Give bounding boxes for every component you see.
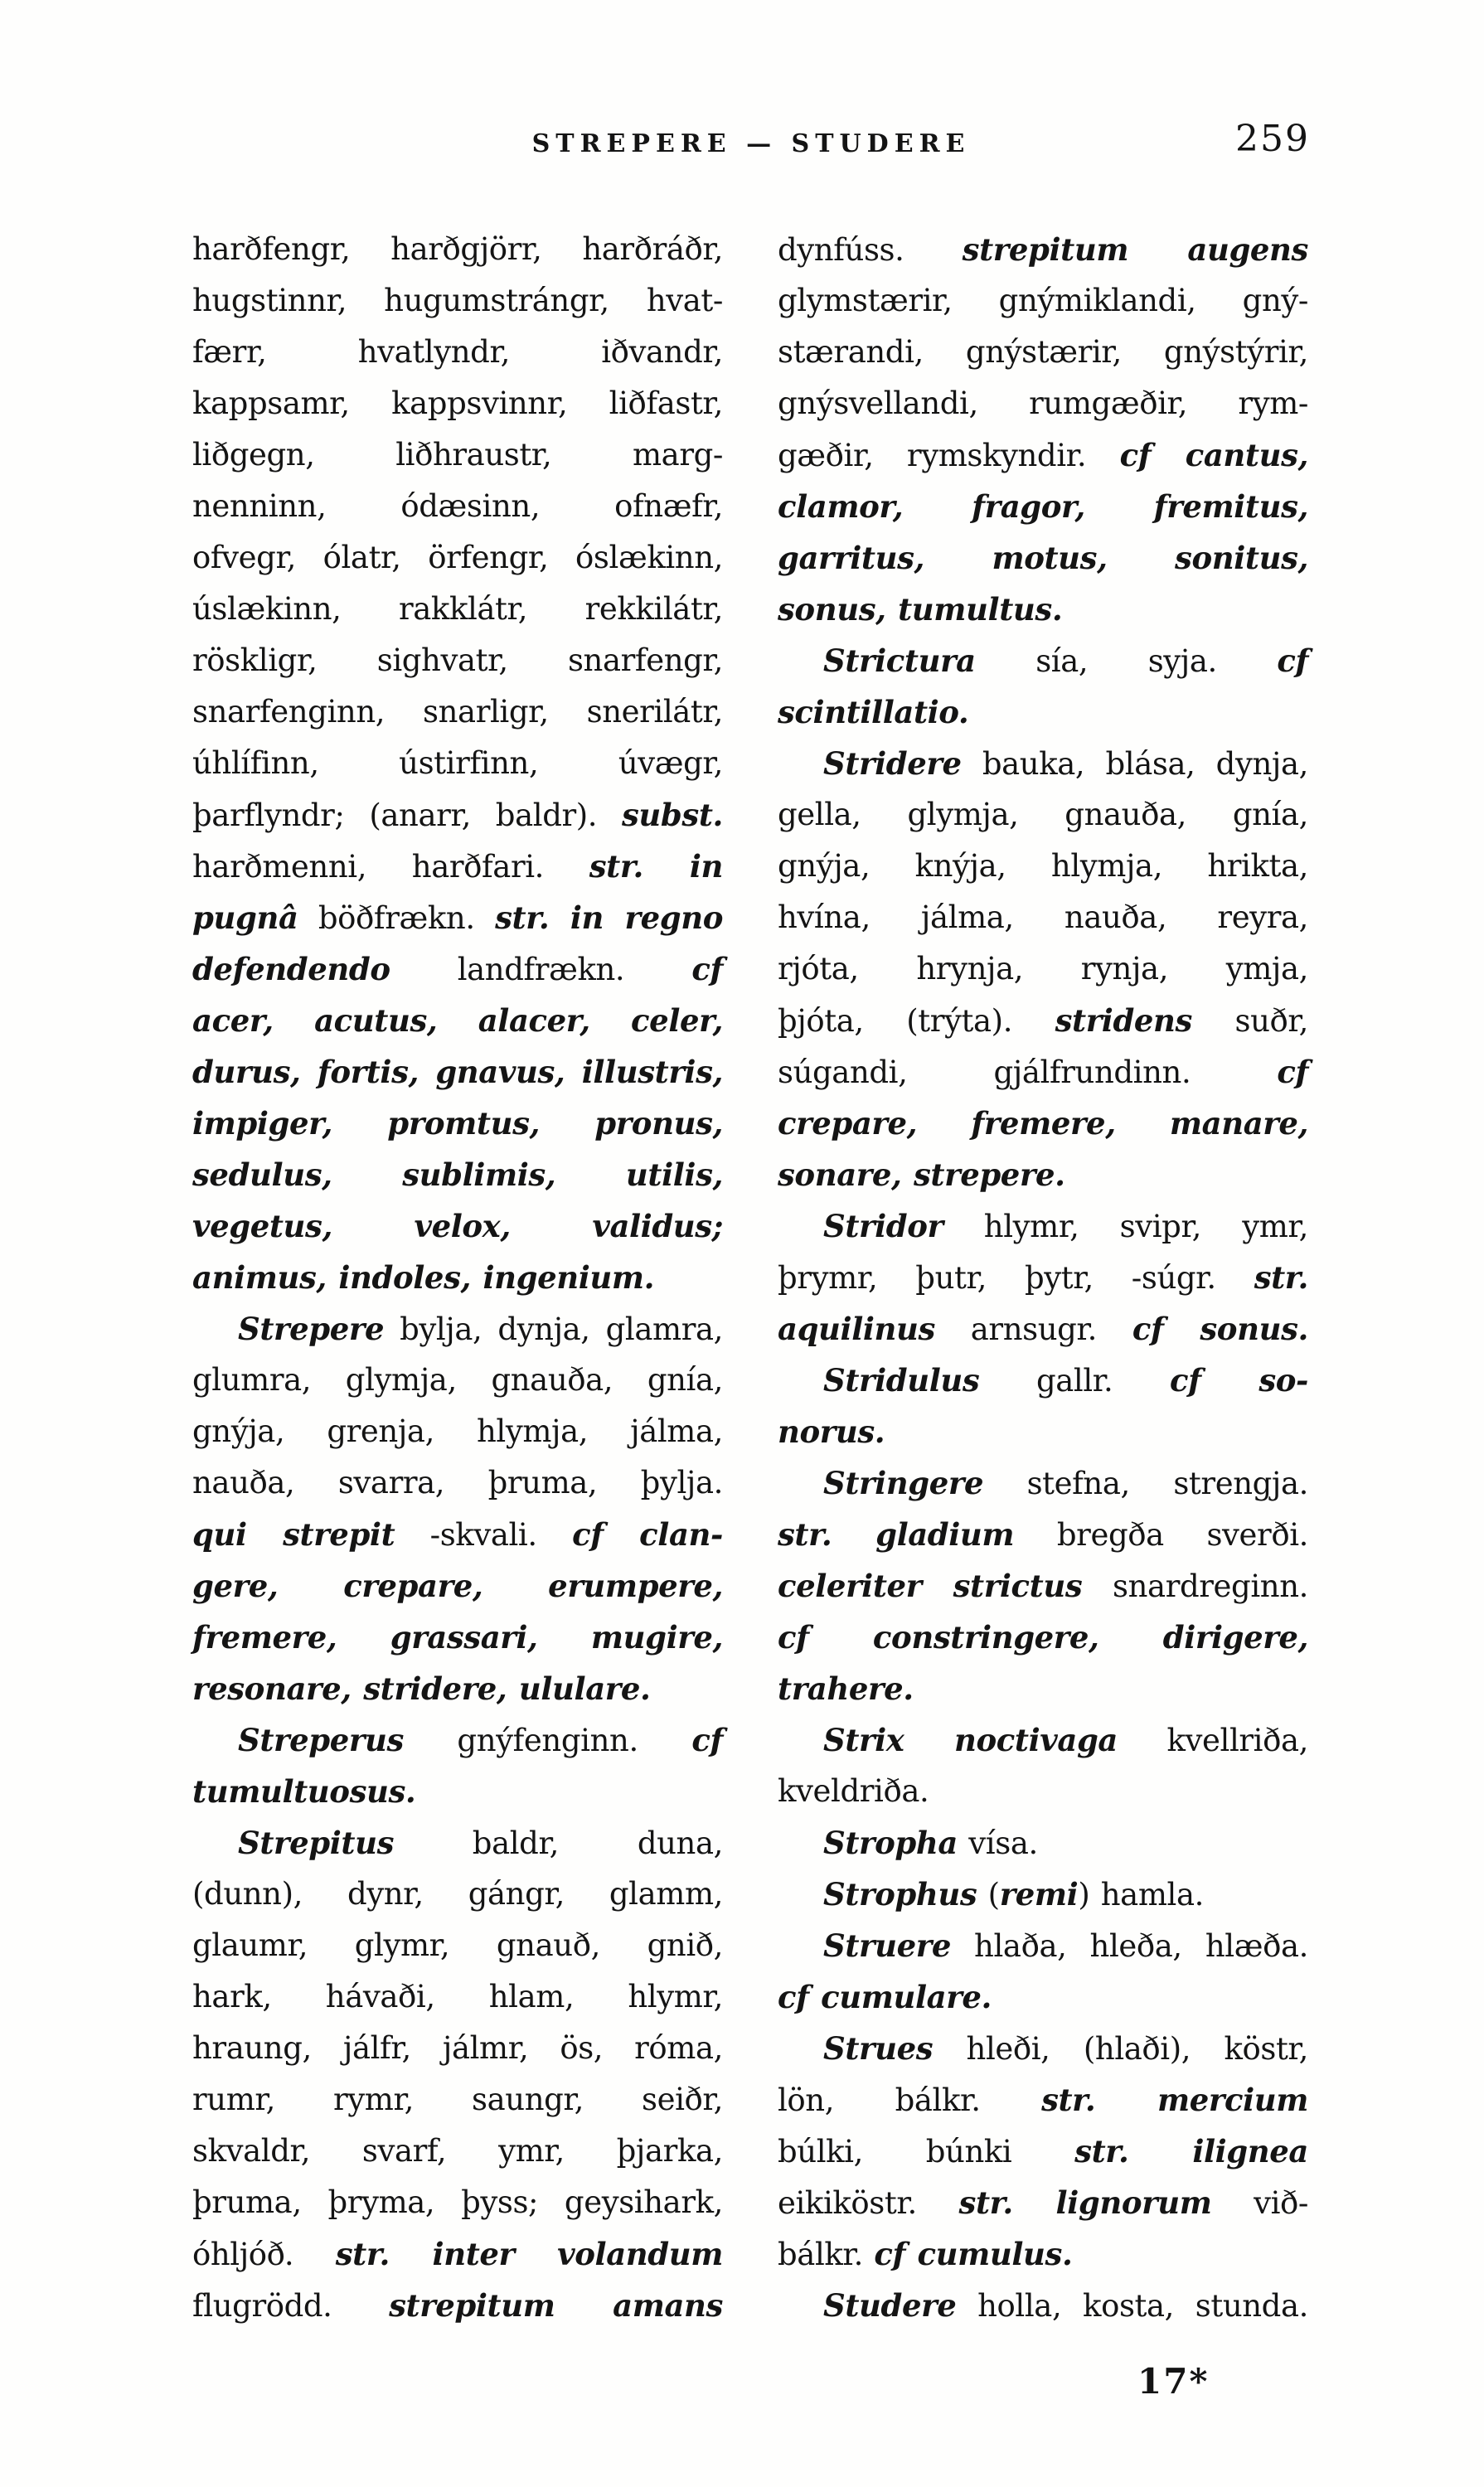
page-header: [192, 118, 1310, 174]
latin-segment: defendendo: [192, 951, 390, 987]
text-line: [192, 1920, 723, 1971]
text-line: [192, 1406, 723, 1457]
icelandic-segment: kveldriða.: [778, 1773, 929, 1809]
icelandic-segment: flugrödd.: [192, 2288, 390, 2324]
text-line: [778, 686, 1308, 738]
text-line: [778, 1457, 1308, 1509]
icelandic-segment: hark, hávaði, hlam, hlymr,: [192, 1979, 723, 2014]
icelandic-segment: þjóta, (trýta).: [778, 1003, 1055, 1039]
text-line: [192, 892, 723, 943]
icelandic-segment: böðfrækn.: [298, 900, 496, 936]
icelandic-segment: holla, kosta, stunda.: [956, 2288, 1308, 2324]
text-line: [192, 1252, 723, 1303]
latin-segment: sonare, strepere.: [778, 1156, 1065, 1193]
column-right: [778, 224, 1308, 2331]
text-line: [778, 943, 1308, 995]
text-line: [778, 1714, 1308, 1766]
icelandic-segment: kappsamr, kappsvinnr, liðfastr,: [192, 385, 723, 421]
latin-segment: Strix noctivaga: [823, 1722, 1118, 1758]
latin-segment: str. lignorum: [958, 2184, 1212, 2221]
text-line: [778, 2126, 1308, 2177]
text-line: [778, 2280, 1308, 2331]
icelandic-segment: (dunn), dynr, gángr, glamm,: [192, 1876, 723, 1912]
icelandic-segment: stærandi, gnýstærir, gnýstýrir,: [778, 334, 1308, 370]
icelandic-segment: harðmenni, harðfari.: [192, 849, 589, 885]
text-line: [778, 1766, 1308, 1817]
latin-segment: impiger, promtus, pronus,: [192, 1105, 723, 1142]
latin-segment: strepitum augens: [962, 231, 1308, 268]
text-line: [192, 1200, 723, 1252]
text-line: [192, 1817, 723, 1869]
text-line: [778, 1406, 1308, 1457]
text-line: [192, 1098, 723, 1149]
text-line: [778, 1149, 1308, 1200]
text-line: [192, 1714, 723, 1766]
signature-mark: 17*: [1137, 2361, 1210, 2402]
icelandic-segment: þrymr, þutr, þytr, -súgr.: [778, 1260, 1254, 1296]
icelandic-segment: -skvali.: [395, 1517, 573, 1553]
text-line: [778, 738, 1308, 789]
text-line: [778, 1303, 1308, 1355]
latin-segment: norus.: [778, 1413, 885, 1450]
latin-segment: Strictura: [823, 642, 976, 679]
text-line: [778, 892, 1308, 943]
text-line: [778, 1920, 1308, 1971]
icelandic-segment: liðgegn, liðhraustr, marg-: [192, 437, 723, 473]
text-line: [192, 1663, 723, 1714]
icelandic-segment: bregða sverði.: [1014, 1517, 1308, 1553]
latin-segment: cf constringere, dirigere,: [778, 1619, 1308, 1656]
icelandic-segment: hleði, (hlaði), köstr,: [933, 2031, 1308, 2067]
text-line: [192, 532, 723, 584]
latin-segment: durus, fortis, gnavus, illustris,: [192, 1054, 723, 1090]
column-left: [192, 224, 723, 2331]
icelandic-segment: þarflyndr; (anarr, baldr).: [192, 797, 622, 833]
latin-segment: fremere, grassari, mugire,: [192, 1619, 723, 1656]
icelandic-segment: kvellriða,: [1118, 1723, 1308, 1758]
text-line: [192, 224, 723, 275]
latin-segment: Stridere: [823, 745, 962, 782]
text-line: [778, 2023, 1308, 2074]
latin-segment: str. ilignea: [1074, 2133, 1308, 2169]
icelandic-segment: gæðir, rymskyndir.: [778, 438, 1120, 473]
text-line: [192, 2074, 723, 2126]
text-line: [778, 2177, 1308, 2228]
icelandic-segment: gnýja, knýja, hlymja, hrikta,: [778, 848, 1308, 884]
latin-segment: sedulus, sublimis, utilis,: [192, 1156, 723, 1193]
icelandic-segment: við-: [1211, 2185, 1308, 2221]
icelandic-segment: skvaldr, svarf, ymr, þjarka,: [192, 2133, 723, 2169]
latin-segment: aquilinus: [778, 1311, 935, 1347]
page-number: 259: [1235, 118, 1310, 160]
text-line: [778, 1252, 1308, 1303]
icelandic-segment: rjóta, hrynja, rynja, ymja,: [778, 951, 1308, 987]
icelandic-segment: lön, bálkr.: [778, 2082, 1042, 2118]
latin-segment: Stridulus: [823, 1362, 980, 1399]
text-line: [778, 327, 1308, 378]
latin-segment: Studere: [823, 2287, 957, 2324]
text-line: [192, 1355, 723, 1406]
text-line: [192, 995, 723, 1046]
text-line: [192, 2023, 723, 2074]
icelandic-segment: gallr.: [979, 1363, 1170, 1399]
text-line: [192, 1971, 723, 2023]
latin-segment: Strepitus: [238, 1825, 394, 1861]
icelandic-segment: úhlífinn, ústirfinn, úvægr,: [192, 745, 723, 781]
text-line: [192, 2126, 723, 2177]
latin-segment: celeriter strictus: [778, 1568, 1083, 1604]
text-line: [192, 1149, 723, 1200]
latin-segment: garritus, motus, sonitus,: [778, 540, 1308, 576]
text-line: [778, 1560, 1308, 1612]
text-line: [192, 1457, 723, 1509]
icelandic-segment: snarfenginn, snarligr, snerilátr,: [192, 694, 723, 730]
icelandic-segment: hlaða, hleða, hlæða.: [950, 1928, 1308, 1964]
latin-segment: stridens: [1055, 1002, 1192, 1039]
text-line: [192, 635, 723, 686]
latin-segment: str. in regno: [495, 899, 723, 936]
text-line: [778, 1046, 1308, 1098]
text-line: [192, 378, 723, 429]
text-line: [778, 1869, 1308, 1920]
text-line: [192, 327, 723, 378]
text-line: [192, 429, 723, 481]
icelandic-segment: búlki, búnki: [778, 2134, 1075, 2169]
icelandic-segment: vísa.: [957, 1825, 1038, 1861]
text-line: [778, 378, 1308, 429]
text-line: [778, 224, 1308, 275]
text-line: [778, 1612, 1308, 1663]
icelandic-segment: bálkr.: [778, 2237, 875, 2272]
latin-segment: cf: [1277, 1054, 1308, 1090]
latin-segment: cf cumulus.: [874, 2236, 1073, 2272]
icelandic-segment: færr, hvatlyndr, iðvandr,: [192, 334, 723, 370]
text-line: [192, 584, 723, 635]
icelandic-segment: bauka, blása, dynja,: [961, 746, 1308, 782]
latin-segment: cf sonus.: [1132, 1311, 1308, 1347]
latin-segment: str. inter volandum: [335, 2236, 723, 2272]
latin-segment: clamor, fragor, fremitus,: [778, 488, 1308, 525]
icelandic-segment: eikiköstr.: [778, 2185, 959, 2221]
icelandic-segment: nenninn, ódæsinn, ofnæfr,: [192, 488, 723, 524]
latin-segment: Streperus: [238, 1722, 404, 1758]
text-line: [192, 1303, 723, 1355]
icelandic-segment: gnýja, grenja, hlymja, jálma,: [192, 1413, 723, 1449]
latin-segment: str. in: [589, 848, 723, 885]
text-line: [778, 1817, 1308, 1869]
text-line: [778, 2074, 1308, 2126]
latin-segment: cf cumulare.: [778, 1979, 992, 2015]
text-line: [192, 1869, 723, 1920]
icelandic-segment: suðr,: [1192, 1003, 1308, 1039]
icelandic-segment: ) hamla.: [1078, 1877, 1204, 1913]
icelandic-segment: stefna, strengja.: [983, 1466, 1308, 1501]
text-line: [192, 686, 723, 738]
text-line: [778, 1971, 1308, 2023]
text-line: [192, 1509, 723, 1560]
icelandic-segment: landfrækn.: [390, 952, 692, 987]
latin-segment: cf: [691, 1722, 723, 1758]
latin-segment: strepitum amans: [389, 2287, 723, 2324]
text-line: [192, 275, 723, 327]
icelandic-segment: óhljóð.: [192, 2237, 336, 2272]
latin-segment: Stridor: [823, 1208, 943, 1244]
latin-segment: str. gladium: [778, 1516, 1015, 1553]
text-line: [778, 1355, 1308, 1406]
text-line: [778, 789, 1308, 841]
latin-segment: sonus, tumultus.: [778, 591, 1063, 628]
text-line: [778, 1509, 1308, 1560]
icelandic-segment: þruma, þryma, þyss; geysihark,: [192, 2184, 723, 2220]
text-line: [778, 584, 1308, 635]
text-line: [192, 738, 723, 789]
icelandic-segment: gnýsvellandi, rumgæðir, rym-: [778, 385, 1308, 421]
latin-segment: subst.: [621, 797, 723, 833]
icelandic-segment: hvína, jálma, nauða, reyra,: [778, 899, 1308, 935]
text-line: [778, 429, 1308, 481]
text-line: [778, 841, 1308, 892]
icelandic-segment: harðfengr, harðgjörr, harðráðr,: [192, 231, 723, 267]
text-line: [778, 1200, 1308, 1252]
text-line: [192, 2280, 723, 2331]
text-line: [778, 995, 1308, 1046]
icelandic-segment: bylja, dynja, glamra,: [384, 1311, 723, 1347]
running-title: STREPERE — STUDERE: [531, 129, 971, 158]
latin-segment: animus, indoles, ingenium.: [192, 1259, 655, 1296]
latin-segment: Stropha: [823, 1825, 958, 1861]
icelandic-segment: úslækinn, rakklátr, rekkilátr,: [192, 591, 723, 627]
icelandic-segment: (: [977, 1877, 1000, 1913]
latin-segment: crepare, fremere, manare,: [778, 1105, 1308, 1142]
latin-segment: str. mercium: [1041, 2082, 1308, 2118]
latin-segment: gere, crepare, erumpere,: [192, 1568, 723, 1604]
latin-segment: Strepere: [238, 1311, 385, 1347]
text-line: [192, 1560, 723, 1612]
latin-segment: Stringere: [823, 1465, 984, 1501]
text-line: [192, 481, 723, 532]
text-line: [778, 635, 1308, 686]
latin-segment: tumultuosus.: [192, 1773, 416, 1810]
text-line: [192, 789, 723, 841]
text-line: [192, 841, 723, 892]
text-line: [778, 481, 1308, 532]
latin-segment: trahere.: [778, 1670, 914, 1707]
icelandic-segment: snardreginn.: [1082, 1568, 1308, 1604]
text-line: [192, 1766, 723, 1817]
text-line: [778, 2228, 1308, 2280]
icelandic-segment: gella, glymja, gnauða, gnía,: [778, 797, 1308, 832]
latin-segment: pugnâ: [192, 899, 298, 936]
latin-segment: cf cantus,: [1119, 437, 1308, 473]
latin-segment: str.: [1254, 1259, 1308, 1296]
latin-segment: cf: [691, 951, 723, 987]
icelandic-segment: hraung, jálfr, jálmr, ös, róma,: [192, 2030, 723, 2066]
icelandic-segment: arnsugr.: [934, 1311, 1132, 1347]
icelandic-segment: glymstærir, gnýmiklandi, gný-: [778, 283, 1308, 318]
latin-segment: acer, acutus, alacer, celer,: [192, 1002, 723, 1039]
icelandic-segment: hlymr, svipr, ymr,: [943, 1209, 1308, 1244]
latin-segment: remi: [999, 1876, 1079, 1913]
icelandic-segment: röskligr, sighvatr, snarfengr,: [192, 642, 723, 678]
icelandic-segment: sía, syja.: [975, 643, 1278, 679]
latin-segment: cf so-: [1169, 1362, 1308, 1399]
text-line: [778, 275, 1308, 327]
icelandic-segment: gnýfenginn.: [403, 1723, 692, 1758]
icelandic-segment: glaumr, glymr, gnauð, gnið,: [192, 1927, 723, 1963]
text-line: [778, 532, 1308, 584]
icelandic-segment: ofvegr, ólatr, örfengr, óslækinn,: [192, 540, 723, 575]
latin-segment: cf clan-: [572, 1516, 723, 1553]
text-line: [778, 1663, 1308, 1714]
latin-segment: Strophus: [823, 1876, 977, 1913]
text-line: [192, 943, 723, 995]
text-line: [192, 2177, 723, 2228]
latin-segment: cf: [1277, 642, 1308, 679]
latin-segment: Strues: [823, 2030, 934, 2067]
latin-segment: scintillatio.: [778, 694, 969, 730]
text-line: [192, 1612, 723, 1663]
latin-segment: Struere: [823, 1927, 951, 1964]
latin-segment: vegetus, velox, validus;: [192, 1208, 723, 1244]
icelandic-segment: hugstinnr, hugumstrángr, hvat-: [192, 283, 723, 318]
icelandic-segment: glumra, glymja, gnauða, gnía,: [192, 1362, 723, 1398]
icelandic-segment: súgandi, gjálfrundinn.: [778, 1054, 1278, 1090]
latin-segment: resonare, stridere, ululare.: [192, 1670, 651, 1707]
icelandic-segment: baldr, duna,: [394, 1825, 723, 1861]
icelandic-segment: nauða, svarra, þruma, þylja.: [192, 1465, 723, 1500]
text-line: [778, 1098, 1308, 1149]
icelandic-segment: rumr, rymr, saungr, seiðr,: [192, 2082, 723, 2117]
latin-segment: qui strepit: [192, 1516, 395, 1553]
text-line: [192, 1046, 723, 1098]
text-line: [192, 2228, 723, 2280]
icelandic-segment: dynfúss.: [778, 232, 963, 268]
